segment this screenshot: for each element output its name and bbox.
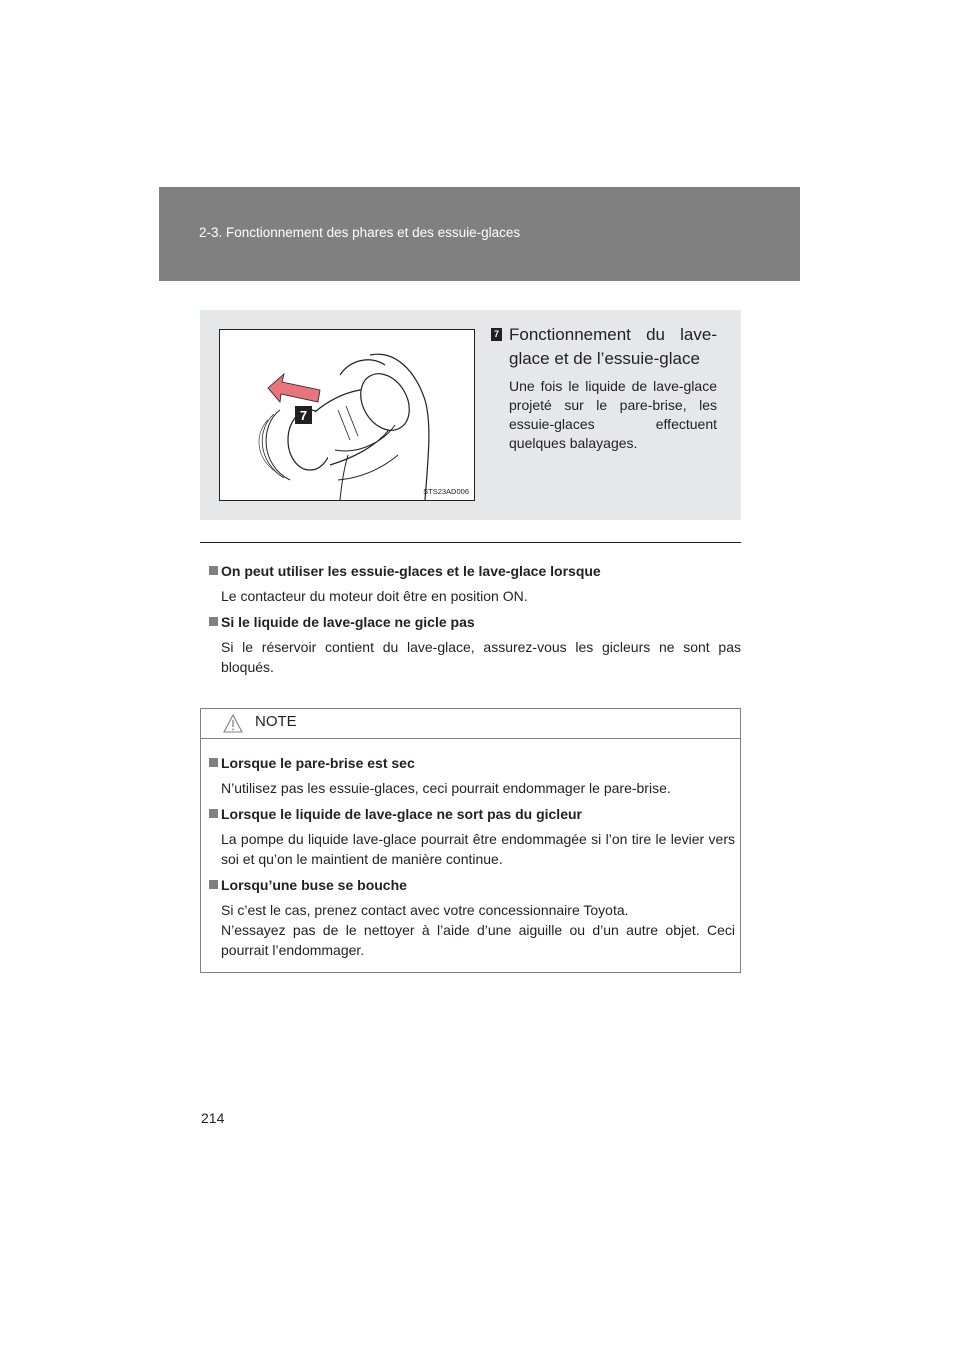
note-body: Si c’est le cas, prenez contact avec votre concessionnaire Toyota. [221,902,629,918]
note-body: La pompe du liquide lave-glace pourrait être endommagée si l’on tire le levier vers soi et qu’on le maintient de manière continue. [221,831,735,867]
hand-pulling-lever-illustration [220,330,474,500]
note-heading: Lorsqu’une buse se bouche [209,875,735,895]
info-notes [209,561,741,683]
square-bullet-icon [209,880,218,889]
square-bullet-icon [209,617,218,626]
note-body-continued: N’essayez pas de le nettoyer à l’aide d’une aiguille ou d’un autre objet. Ceci pourrait l’endommager. [221,922,735,958]
note-body: N’utilisez pas les essuie-glaces, ceci pourrait endommager le pare-brise. [221,780,671,796]
section-divider [200,542,741,543]
note-heading: Si le liquide de lave-glace ne gicle pas [209,612,741,632]
note-body: Si le réservoir contient du lave-glace, assurez-vous les gicleurs ne sont pas bloqués. [221,639,741,675]
square-bullet-icon [209,809,218,818]
note-label: NOTE [255,713,297,730]
pull-arrow [268,374,320,402]
section-header [159,187,800,281]
wiper-lever-figure [219,329,475,501]
note-body: Le contacteur du moteur doit être en position ON. [221,588,528,604]
section-title: 2-3. Fonctionnement des phares et des essuie-glaces [199,225,521,240]
caution-note-box [200,708,741,973]
note-box-header [201,709,740,739]
note-heading: Lorsque le pare-brise est sec [209,753,735,773]
step-description: Une fois le liquide de lave-glace projeté sur le pare-brise, les essuie-glaces effectuent quelques balayages. [509,378,717,451]
note-heading: On peut utiliser les essuie-glaces et le lave-glace lorsque [209,561,741,581]
note-box-content [209,753,735,966]
square-bullet-icon [209,758,218,767]
callout-number: 7 [299,408,308,423]
step-title: Fonctionnement du lave-glace et de l’essuie-glace [509,325,717,368]
warning-triangle-icon [223,714,243,733]
illustration-panel [200,310,741,520]
step-number-badge: 7 [491,328,502,341]
note-heading: Lorsque le liquide de lave-glace ne sort pas du gicleur [209,804,735,824]
square-bullet-icon [209,566,218,575]
page-number: 214 [201,1110,225,1126]
figure-code: STS23AD006 [423,487,469,496]
